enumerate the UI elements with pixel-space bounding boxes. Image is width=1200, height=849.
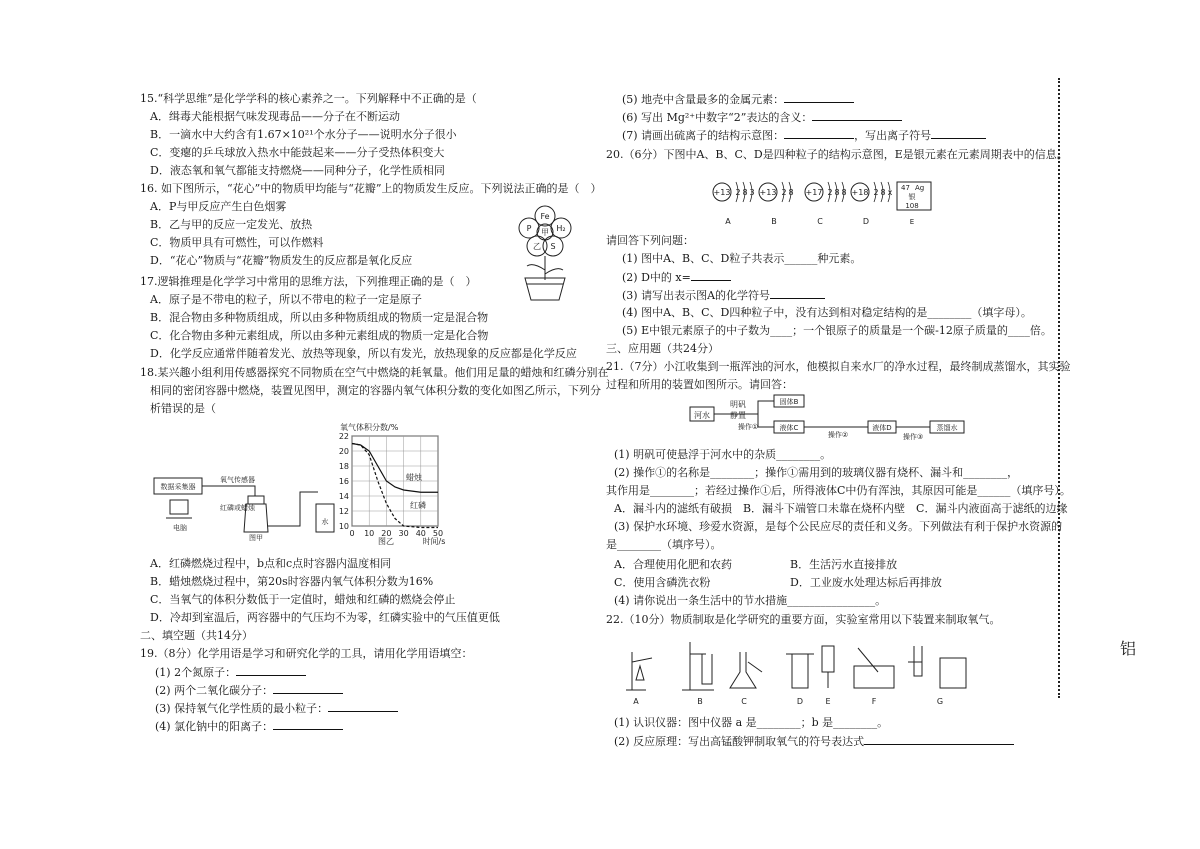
element-label: E xyxy=(909,218,915,226)
flow-settle: 静置 xyxy=(730,411,746,420)
q16-option-c: C．物质甲具有可燃性，可以作燃料 xyxy=(150,236,324,249)
q20-stem: 20.（6分）下图中A、B、C、D是四种粒子的结构示意图，E是银元素在元素周期表中的信息。 xyxy=(606,148,1068,161)
x-tick-label: 20 xyxy=(381,529,392,538)
q17-option-c: C．化合物由多种元素组成，所以由多种元素组成的物质一定是化合物 xyxy=(150,329,489,342)
q22-stem: 22.（10分）物质制取是化学研究的重要方面，实验室常用以下装置来制取氧气。 xyxy=(606,613,1001,626)
chart-caption: 图乙 xyxy=(378,537,394,546)
q21-stem-line2: 过程和所用的装置如图所示。请回答： xyxy=(606,378,793,391)
q19-item-6: (6) 写出 Mg²⁺中数字“2”表达的含义： xyxy=(622,111,813,124)
x-tick-label: 0 xyxy=(349,529,355,538)
q19-item-4-row xyxy=(155,719,343,734)
element-name: 银 xyxy=(908,193,916,201)
x-tick-label: 30 xyxy=(398,529,409,538)
q21-option-b: B．生活污水直接排放 xyxy=(790,558,898,571)
q20-item-2-row xyxy=(622,270,731,285)
chart-xlabel: 时间/s xyxy=(422,537,446,546)
q18-stem-line1: 18.某兴趣小组利用传感器探究不同物质在空气中燃烧的耗氧量。他们用足量的蜡烛和红磷分别在 xyxy=(140,366,609,379)
y-tick-label: 14 xyxy=(338,492,349,501)
x-tick-label: 50 xyxy=(432,529,444,538)
flow-liquid-d: 液体D xyxy=(872,424,892,432)
section-2-heading: 二、填空题（共14分） xyxy=(140,629,253,642)
q19-stem: 19.（8分）化学用语是学习和研究化学的工具，请用化学用语填空： xyxy=(140,647,473,660)
q21-item-2-options: A．漏斗内的滤纸有破损 B．漏斗下端管口未靠在烧杯内壁 C．漏斗内液面高于滤纸的边缘 xyxy=(614,502,1068,515)
flow-river: 河水 xyxy=(694,411,710,420)
q17-option-d: D．化学反应通常伴随着发光、放热等现象，所以有发光，放热现象的反应都是化学反应 xyxy=(150,347,577,360)
q22-item-1: (1) 认识仪器：图中仪器 a 是________；b 是________。 xyxy=(614,716,889,729)
q22-item-2: (2) 反应原理：写出高锰酸钾制取氧气的符号表达式 xyxy=(614,735,865,748)
q18-option-d: D．冷却到室温后，两容器中的气压均不为零，红磷实验中的气压值更低 xyxy=(150,611,500,624)
q19-item-5: (5) 地壳中含量最多的金属元素： xyxy=(622,93,785,106)
q19-blank-5[interactable] xyxy=(784,92,854,103)
margin-glyph: 铝 xyxy=(1120,639,1137,658)
candle-label: 蜡烛 xyxy=(406,473,422,482)
q22-item-2-row xyxy=(614,734,1014,749)
q16-stem: 16. 如下图所示，“花心”中的物质甲均能与“花瓣”上的物质发生反应。下列说法正确的是（ ） xyxy=(140,182,602,195)
q18-option-a: A．红磷燃烧过程中，b点和c点时容器内温度相同 xyxy=(150,557,392,570)
apparatus-label: B xyxy=(697,697,703,706)
chart-title: 氧气体积分数/% xyxy=(340,423,399,432)
q21-option-d: D．工业废水处理达标后再排放 xyxy=(790,576,942,589)
atom-label: A xyxy=(725,217,731,226)
q15-option-d: D．液态氧和氧气都能支持燃烧——同种分子，化学性质相同 xyxy=(150,164,445,177)
apparatus-figure-jia xyxy=(150,468,340,540)
phos-label: 红磷 xyxy=(410,501,426,510)
y-tick-label: 10 xyxy=(338,522,349,531)
atom-shell-electrons: x xyxy=(887,188,893,197)
q17-option-a: A．原子是不带电的粒子，所以不带电的粒子一定是原子 xyxy=(150,293,422,306)
computer-label: 电脑 xyxy=(173,524,187,532)
q19-item-1-row xyxy=(155,665,306,680)
q17-stem: 17.逻辑推理是化学学习中常用的思维方法，下列推理正确的是（ ） xyxy=(140,275,477,288)
atom-shell-electrons: 2 xyxy=(827,188,833,197)
q19-item-1: (1) 2个氮原子： xyxy=(155,666,237,679)
flow-op2: 操作② xyxy=(827,431,849,439)
q21-option-a: A．合理使用化肥和农药 xyxy=(614,558,732,571)
petal-h2: H₂ xyxy=(556,224,566,233)
q19-item-7b: ，写出离子符号 xyxy=(854,129,932,142)
sensor-label: 氧气传感器 xyxy=(220,476,255,484)
q19-blank-7b[interactable] xyxy=(931,128,986,139)
q20-item-3: (3) 请写出表示图A的化学符号 xyxy=(622,289,771,302)
q19-item-6-row xyxy=(622,110,902,125)
atom-label: C xyxy=(817,217,823,226)
q15-option-a: A．缉毒犬能根据气味发现毒品——分子在不断运动 xyxy=(150,110,400,123)
q21-stem-line1: 21.（7分）小江收集到一瓶浑浊的河水，他模拟自来水厂的净水过程，最终制成蒸馏水，其实验 xyxy=(606,360,1071,373)
atom-nucleus-charge: +18 xyxy=(851,188,869,197)
atom-shell-electrons: 8 xyxy=(880,188,886,197)
q19-item-3-row xyxy=(155,701,398,716)
atom-shell-electrons: 8 xyxy=(841,188,847,197)
q21-item-2b: 其作用是________；若经过操作①后，所得液体C中仍有浑浊，其原因可能是______（填序号）。 xyxy=(606,484,1071,497)
element-number: 47 xyxy=(901,184,910,192)
q20-item-2: (2) D中的 x= xyxy=(622,271,691,284)
apparatus-label: A xyxy=(633,697,639,706)
q19-item-3: (3) 保持氧气化学性质的最小粒子： xyxy=(155,702,329,715)
q21-option-c: C．使用含磷洗衣粉 xyxy=(614,576,711,589)
q20-blank-2[interactable] xyxy=(691,270,731,281)
oxygen-chart-yi xyxy=(330,422,455,547)
q21-item-1: (1) 明矾可使悬浮于河水中的杂质________。 xyxy=(614,448,832,461)
q19-item-7-row xyxy=(622,128,986,143)
q18-option-c: C．当氧气的体积分数低于一定值时，蜡烛和红磷的燃烧会停止 xyxy=(150,593,456,606)
atom-nucleus-charge: +13 xyxy=(713,188,731,197)
apparatus-label: C xyxy=(741,697,747,706)
y-tick-label: 18 xyxy=(338,462,349,471)
q19-blank-4[interactable] xyxy=(273,719,343,730)
q19-blank-2[interactable] xyxy=(273,683,343,694)
q18-option-b: B．蜡烛燃烧过程中，第20s时容器内氧气体积分数为16% xyxy=(150,575,434,588)
apparatus-label: F xyxy=(871,697,877,706)
q19-item-4: (4) 氯化钠中的阳离子： xyxy=(155,720,274,733)
figure-jia-caption: 图甲 xyxy=(249,534,263,542)
q16-option-a: A．P与甲反应产生白色烟雾 xyxy=(150,200,287,213)
q19-blank-7a[interactable] xyxy=(784,128,854,139)
element-mass: 108 xyxy=(905,202,919,210)
y-tick-label: 12 xyxy=(338,507,349,516)
q21-item-4: (4) 请你说出一条生活中的节水措施________________。 xyxy=(614,594,887,607)
flow-alum: 明矾 xyxy=(730,400,746,409)
atom-nucleus-charge: +17 xyxy=(805,188,823,197)
atom-shell-electrons: 2 xyxy=(781,188,787,197)
q19-blank-3[interactable] xyxy=(328,701,398,712)
flow-op1: 操作① xyxy=(737,423,759,431)
q20-item-3-row xyxy=(622,288,825,303)
atom-label: B xyxy=(771,217,777,226)
q20-blank-3[interactable] xyxy=(770,288,825,299)
apparatus-label: E xyxy=(825,697,831,706)
flow-op3: 操作③ xyxy=(902,433,924,441)
atom-shell-electrons: 8 xyxy=(788,188,794,197)
q19-item-2-row xyxy=(155,683,343,698)
flow-distilled: 蒸馏水 xyxy=(936,424,958,432)
q19-blank-1[interactable] xyxy=(236,665,306,676)
q17-option-b: B．混合物由多种物质组成，所以由多种物质组成的物质一定是混合物 xyxy=(150,311,489,324)
atom-shell-electrons: 3 xyxy=(749,188,755,197)
q16-option-b: B．乙与甲的反应一定发光、放热 xyxy=(150,218,313,231)
y-tick-label: 16 xyxy=(338,477,349,486)
atom-shell-electrons: 8 xyxy=(834,188,840,197)
petal-yi: 乙 xyxy=(533,242,541,251)
water-label: 水 xyxy=(321,518,329,526)
q20-item-4: (4) 图中A、B、C、D四种粒子中，没有达到相对稳定结构的是________（填字母）。 xyxy=(622,306,1032,319)
q21-item-3b: 是________（填序号）。 xyxy=(606,538,722,551)
chart-grid xyxy=(339,432,443,538)
q22-blank-2[interactable] xyxy=(864,734,1014,745)
q18-stem-line2: 相同的密闭容器中燃烧，装置见图甲，测定的容器内氧气体积分数的变化如图乙所示，下列分 xyxy=(150,384,601,397)
q20-item-5: (5) E中银元素原子的中子数为____；一个银原子的质量是一个碳-12原子质量的____倍。 xyxy=(622,324,1052,337)
binding-line xyxy=(1058,78,1060,698)
q21-item-2: (2) 操作①的名称是________；操作①需用到的玻璃仪器有烧杯、漏斗和________， xyxy=(614,466,1019,479)
q20-item-1: (1) 图中A、B、C、D粒子共表示______种元素。 xyxy=(622,252,862,265)
phosphorus-series-line xyxy=(352,444,438,528)
q19-blank-6[interactable] xyxy=(812,110,902,121)
flow-solid-b: 固体B xyxy=(779,398,799,406)
chart-series xyxy=(352,444,438,528)
q15-stem: 15.“科学思维”是化学学科的核心素养之一。下列解释中不正确的是（ xyxy=(140,92,477,105)
atom-label: D xyxy=(862,217,870,226)
apparatus-label: G xyxy=(936,697,944,706)
petal-p: P xyxy=(526,224,532,233)
collector-label: 数据采集器 xyxy=(160,483,196,491)
x-tick-label: 40 xyxy=(415,529,426,538)
phosphorus-label: 红磷或蜡烛 xyxy=(220,504,255,512)
q19-item-2: (2) 两个二氧化碳分子： xyxy=(155,684,274,697)
element-symbol: Ag xyxy=(915,184,925,192)
q19-item-7: (7) 请画出硫离子的结构示意图： xyxy=(622,129,785,142)
y-tick-label: 20 xyxy=(338,447,349,456)
q18-stem-line3: 析错误的是（ xyxy=(150,402,216,415)
atom-shell-electrons: 2 xyxy=(735,188,741,197)
q22-apparatus xyxy=(622,632,982,708)
section-3-heading: 三、应用题（共24分） xyxy=(606,342,719,355)
q19-item-5-row xyxy=(622,92,854,107)
q20-ask: 请回答下列问题： xyxy=(606,234,694,247)
q21-flowchart xyxy=(688,395,968,445)
y-tick-label: 22 xyxy=(338,432,349,441)
q16-option-d: D．“花心”物质与“花瓣”物质发生的反应都是氧化反应 xyxy=(150,254,413,267)
q15-option-b: B．一滴水中大约含有1.67×10²¹个水分子——说明水分子很小 xyxy=(150,128,457,141)
q20-element-box xyxy=(895,180,935,228)
atom-nucleus-charge: +13 xyxy=(759,188,777,197)
q21-item-3: (3) 保护水环境、珍爱水资源，是每个公民应尽的责任和义务。下列做法有利于保护水资源的 xyxy=(614,520,1063,533)
q15-option-c: C．变瘪的乒乓球放入热水中能鼓起来——分子受热体积变大 xyxy=(150,146,445,159)
atom-shell-electrons: 2 xyxy=(873,188,879,197)
flow-liquid-c: 液体C xyxy=(779,424,799,432)
flower-diagram xyxy=(505,200,585,302)
apparatus-label: D xyxy=(796,697,804,706)
atom-shell-electrons: 8 xyxy=(742,188,748,197)
petal-s: S xyxy=(550,242,556,251)
flower-center: 甲 xyxy=(541,228,549,237)
x-tick-label: 10 xyxy=(364,529,375,538)
petal-fe: Fe xyxy=(540,212,550,221)
